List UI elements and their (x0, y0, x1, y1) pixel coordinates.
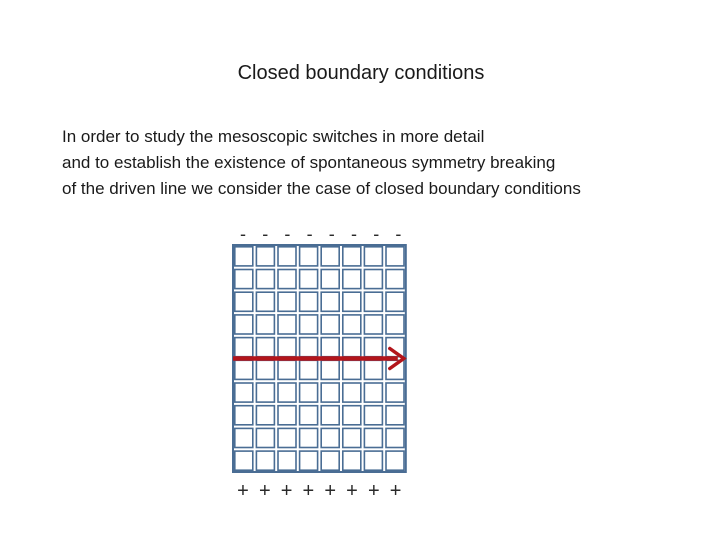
lattice-cell (235, 451, 253, 470)
lattice-cell (343, 428, 361, 447)
lattice-cell (300, 247, 318, 266)
lattice-cell (343, 406, 361, 425)
lattice-cell (343, 292, 361, 311)
lattice-cell (343, 360, 361, 379)
lattice-cell (321, 292, 339, 311)
lattice-cell (364, 360, 382, 379)
lattice-cell (343, 383, 361, 402)
lattice-cell (300, 451, 318, 470)
lattice-cell (343, 247, 361, 266)
lattice-cell (364, 428, 382, 447)
lattice-cell (300, 338, 318, 357)
lattice-cell (278, 247, 296, 266)
lattice-cell (343, 338, 361, 357)
bottom-boundary-mark: + (258, 480, 271, 502)
top-boundary-mark: - (284, 224, 291, 244)
bottom-boundary-mark: + (280, 480, 293, 502)
lattice-cell (256, 428, 274, 447)
lattice-cell (386, 315, 404, 334)
bottom-boundary-mark: + (302, 480, 315, 502)
lattice-cell (235, 428, 253, 447)
lattice-cell (300, 383, 318, 402)
lattice-cell (343, 451, 361, 470)
lattice-cell (256, 338, 274, 357)
lattice-cell (278, 270, 296, 289)
lattice-cell (256, 406, 274, 425)
lattice-cell (278, 315, 296, 334)
lattice-cell (321, 451, 339, 470)
lattice-cell (386, 247, 404, 266)
lattice-cell (364, 292, 382, 311)
lattice-cell (235, 360, 253, 379)
lattice-cell (256, 270, 274, 289)
lattice-cell (364, 338, 382, 357)
lattice-cell (364, 315, 382, 334)
lattice-cell (256, 451, 274, 470)
paragraph-line-3: of the driven line we consider the case of closed boundary conditions (62, 179, 581, 198)
top-boundary-mark: - (240, 224, 246, 244)
lattice-cell (321, 428, 339, 447)
lattice-cell (300, 292, 318, 311)
lattice-cell (235, 247, 253, 266)
bottom-boundary-mark: + (346, 480, 358, 502)
top-boundary-marks (240, 224, 401, 244)
lattice-cell (278, 406, 296, 425)
lattice-cell (278, 383, 296, 402)
lattice-cell (278, 360, 296, 379)
lattice-cell (278, 292, 296, 311)
lattice-cell (321, 360, 339, 379)
lattice-cell (321, 383, 339, 402)
lattice-cell (235, 406, 253, 425)
lattice-cell (235, 383, 253, 402)
lattice-cell (386, 428, 404, 447)
top-boundary-mark: - (306, 224, 313, 244)
lattice-cell (343, 270, 361, 289)
lattice-cell (300, 428, 318, 447)
lattice-cell (386, 383, 404, 402)
lattice-cell (235, 270, 253, 289)
lattice-cell (235, 338, 253, 357)
lattice-cell (235, 315, 253, 334)
lattice-cell (364, 247, 382, 266)
lattice-cell (235, 292, 253, 311)
bottom-boundary-mark: + (367, 480, 380, 502)
lattice-cell (364, 406, 382, 425)
bottom-boundary-mark: + (324, 480, 337, 502)
lattice-cell (256, 360, 274, 379)
bottom-boundary-mark: + (237, 480, 249, 502)
lattice-cell (278, 428, 296, 447)
top-boundary-mark: - (395, 224, 402, 244)
lattice-cell (386, 406, 404, 425)
lattice-cell (300, 315, 318, 334)
lattice-cell (278, 451, 296, 470)
paragraph-line-1: In order to study the mesoscopic switches in more detail (62, 127, 485, 146)
lattice-cell (321, 247, 339, 266)
lattice-cell (256, 315, 274, 334)
lattice-cell (321, 270, 339, 289)
top-boundary-mark: - (351, 224, 357, 244)
lattice-cell (364, 451, 382, 470)
lattice-cell (364, 270, 382, 289)
lattice-cell (386, 451, 404, 470)
lattice-cell (343, 315, 361, 334)
lattice-cell (256, 292, 274, 311)
lattice-cell (364, 383, 382, 402)
paragraph-line-2: and to establish the existence of spontaneous symmetry breaking (62, 153, 556, 172)
top-boundary-mark: - (262, 224, 269, 244)
lattice-cell (321, 406, 339, 425)
slide-title: Closed boundary conditions (237, 62, 485, 84)
lattice-cell (321, 315, 339, 334)
lattice-cell (386, 292, 404, 311)
top-boundary-mark: - (373, 224, 380, 244)
bottom-boundary-marks (237, 480, 401, 502)
lattice-cell (278, 338, 296, 357)
lattice-cell (300, 270, 318, 289)
bottom-boundary-mark: + (389, 480, 402, 502)
lattice-cell (300, 406, 318, 425)
lattice-cell (386, 270, 404, 289)
top-boundary-mark: - (328, 224, 335, 244)
lattice-cell (300, 360, 318, 379)
lattice-cell (321, 338, 339, 357)
lattice-cell (256, 247, 274, 266)
lattice-cell (256, 383, 274, 402)
